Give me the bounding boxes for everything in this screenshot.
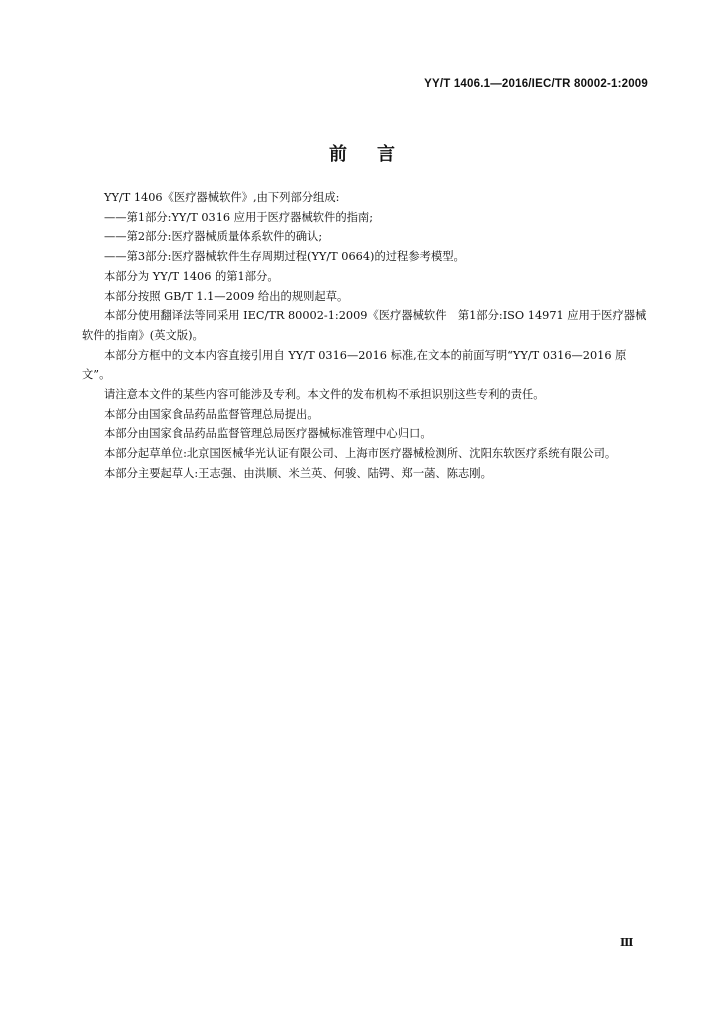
paragraph: 本部分按照 GB/T 1.1—2009 给出的规则起草。 xyxy=(104,289,349,303)
list-item: ——第1部分:YY/T 0316 应用于医疗器械软件的指南; xyxy=(104,210,374,224)
list-item: ——第2部分:医疗器械质量体系软件的确认; xyxy=(104,230,323,244)
paragraph: 本部分使用翻译法等同采用 IEC/TR 80002-1:2009《医疗器械软件 第1部分:ISO 14971 应用于医疗器械软件的指南》(英文版)。 xyxy=(82,309,647,342)
standard-code: YY/T 1406.1—2016/IEC/TR 80002-1:2009 xyxy=(424,78,648,90)
page-number: Ⅲ xyxy=(620,936,634,949)
paragraph: 请注意本文件的某些内容可能涉及专利。本文件的发布机构不承担识别这些专利的责任。 xyxy=(104,388,545,402)
paragraph: 本部分主要起草人:王志强、由洪顺、米兰英、何骏、陆锷、郑一菡、陈志刚。 xyxy=(104,466,492,480)
paragraph: YY/T 1406《医疗器械软件》,由下列部分组成: xyxy=(104,191,340,204)
list-item: ——第3部分:医疗器械软件生存周期过程(YY/T 0664)的过程参考模型。 xyxy=(104,250,465,264)
paragraph: 本部分起草单位:北京国医械华光认证有限公司、上海市医疗器械检测所、沈阳东软医疗系统有限公司。 xyxy=(104,447,617,461)
paragraph: 本部分方框中的文本内容直接引用自 YY/T 0316—2016 标准,在文本的前面写明“YY/T 0316—2016 原文”。 xyxy=(82,348,627,382)
document-body xyxy=(82,188,648,484)
page-title: 前言 xyxy=(329,144,425,165)
paragraph: 本部分由国家食品药品监督管理总局提出。 xyxy=(104,407,319,421)
paragraph: 本部分由国家食品药品监督管理总局医疗器械标准管理中心归口。 xyxy=(104,427,432,441)
paragraph: 本部分为 YY/T 1406 的第1部分。 xyxy=(104,269,279,283)
